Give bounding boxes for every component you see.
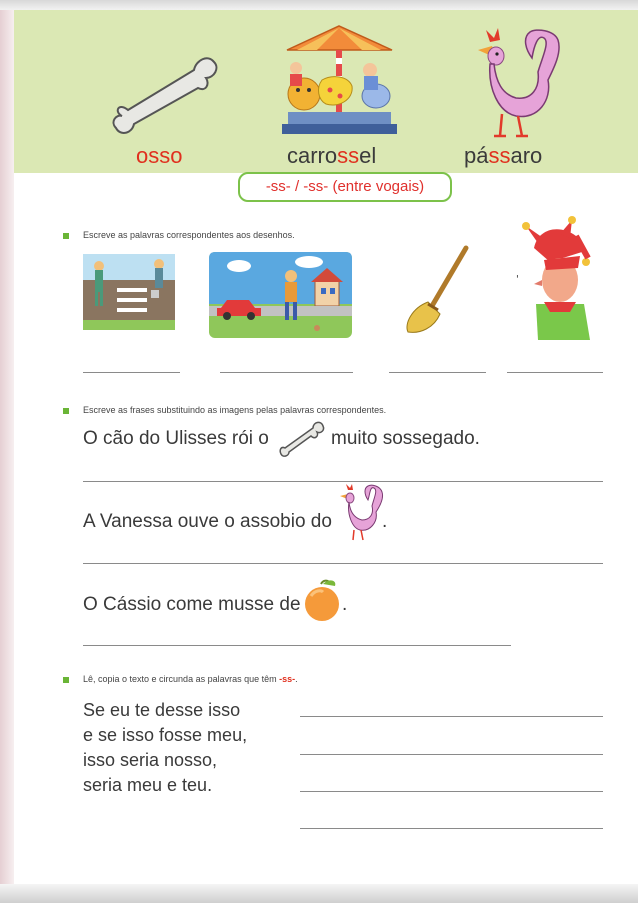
sentence-2-answer-line[interactable] — [83, 563, 603, 564]
answer-line-1[interactable] — [83, 372, 180, 373]
sentence-2-after: . — [382, 511, 388, 532]
broom-picture — [402, 244, 472, 336]
page-edge-left — [0, 10, 14, 903]
sentence-2-before: A Vanessa ouve o assobio do — [83, 511, 332, 532]
bird-icon — [462, 28, 567, 140]
street-scene-picture — [209, 252, 352, 338]
peach-icon — [301, 578, 343, 622]
exercise2-instruction: Escreve as frases substituindo as imagens pelas palavras correspondentes. — [83, 405, 387, 415]
exercise3-instruction-after: . — [295, 674, 298, 684]
word-osso — [136, 143, 182, 169]
exercise3-instruction-before: Lê, copia o texto e circunda as palavras que têm — [83, 674, 280, 684]
word-passaro-pre: pá — [464, 143, 489, 168]
page-edge-top — [0, 0, 638, 10]
poem-line-4: seria meu e teu. — [83, 775, 213, 795]
copy-line-3[interactable] — [300, 791, 603, 792]
jester-picture — [510, 218, 594, 342]
poem — [83, 698, 247, 798]
exercise1-instruction: Escreve as palavras correspondentes aos desenhos. — [83, 230, 295, 240]
svg-text:': ' — [516, 274, 519, 285]
poem-line-3: isso seria nosso, — [83, 750, 218, 770]
exercise3-instruction-highlight: -ss- — [279, 674, 296, 684]
sentence-1-before: O cão do Ulisses rói o — [83, 428, 269, 449]
word-carrossel-pre: carro — [287, 143, 338, 168]
bullet-3 — [63, 677, 69, 683]
poem-line-2: e se isso fosse meu, — [83, 725, 248, 745]
sentence-3-before: O Cássio come musse de — [83, 594, 301, 615]
copy-line-2[interactable] — [300, 754, 603, 755]
bone-icon — [110, 48, 220, 138]
bullet-2 — [63, 408, 69, 414]
carousel-icon — [282, 24, 397, 139]
sentence-3 — [83, 594, 348, 616]
sentence-1 — [83, 428, 480, 450]
sentence-3-answer-line[interactable] — [83, 645, 511, 646]
word-passaro-highlight: ss — [488, 143, 511, 168]
bone-small-icon — [279, 418, 325, 458]
bullet-1 — [63, 233, 69, 239]
word-osso-highlight: osso — [136, 143, 183, 168]
word-carrossel-highlight: ss — [337, 143, 360, 168]
answer-line-2[interactable] — [220, 372, 353, 373]
rule-box: -ss- / -ss- (entre vogais) — [238, 172, 452, 202]
exercise3-instruction — [83, 674, 298, 684]
copy-line-1[interactable] — [300, 716, 603, 717]
answer-line-4[interactable] — [507, 372, 603, 373]
sentence-1-answer-line[interactable] — [83, 481, 603, 482]
page-edge-bottom — [0, 884, 638, 903]
word-passaro-post: aro — [510, 143, 543, 168]
answer-line-3[interactable] — [389, 372, 486, 373]
word-carrossel — [287, 143, 376, 169]
sentence-3-after: . — [342, 594, 348, 615]
sentence-1-after: muito sossegado. — [331, 428, 480, 449]
word-passaro — [464, 143, 542, 169]
sentence-2 — [83, 511, 388, 533]
word-carrossel-post: el — [359, 143, 377, 168]
bird-small-icon — [334, 484, 384, 542]
copy-line-4[interactable] — [300, 828, 603, 829]
crosswalk-picture — [83, 254, 175, 330]
poem-line-1: Se eu te desse isso — [83, 700, 241, 720]
